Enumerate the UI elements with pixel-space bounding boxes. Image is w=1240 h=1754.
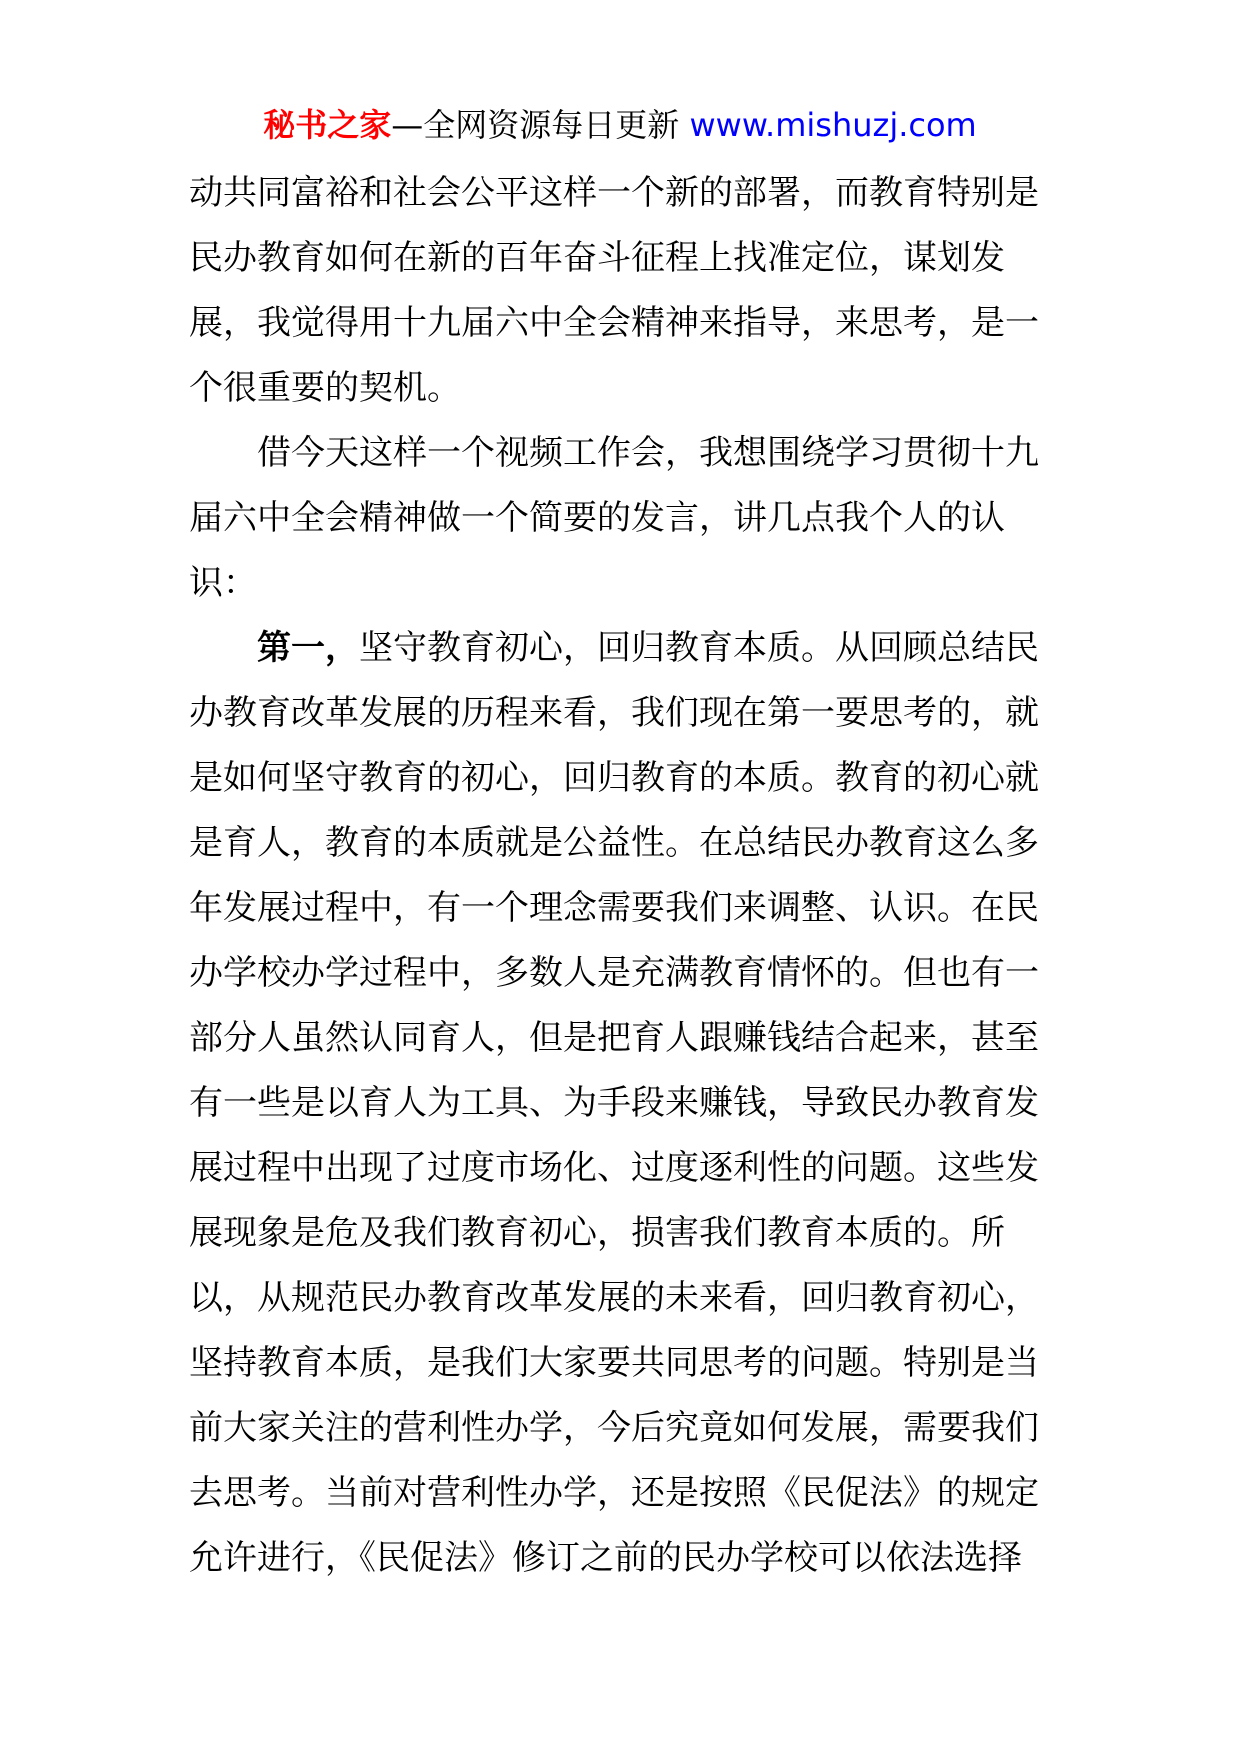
site-url-link[interactable]: www.mishuzj.com [689,106,977,144]
paragraph-first-line: 借今天这样一个视频工作会，我想围绕学习贯彻十九 [257,433,1039,473]
text-line: 前大家关注的营利性办学，今后究竟如何发展，需要我们 [189,1408,1039,1448]
text-line: 是育人，教育的本质就是公益性。在总结民办教育这么多 [189,823,1039,863]
text-line: 去思考。当前对营利性办学，还是按照《民促法》的规定 [189,1473,1039,1513]
section-marker: 第一， [257,628,359,668]
text-line: 个很重要的契机。 [189,368,461,408]
text-line: 展，我觉得用十九届六中全会精神来指导，来思考，是一 [189,303,1039,343]
text-line: 识： [189,563,257,603]
site-brand: 秘书之家 [263,106,392,144]
text-line: 办教育改革发展的历程来看，我们现在第一要思考的，就 [189,693,1039,733]
text-line: 部分人虽然认同育人，但是把育人跟赚钱结合起来，甚至 [189,1018,1039,1058]
document-body [189,161,1059,1591]
text-line: 是如何坚守教育的初心，回归教育的本质。教育的初心就 [189,758,1039,798]
paragraph-first-line: 第一，坚守教育初心，回归教育本质。从回顾总结民 [257,628,1039,668]
text-line: 动共同富裕和社会公平这样一个新的部署，而教育特别是 [189,173,1039,213]
text-line: 展现象是危及我们教育初心，损害我们教育本质的。所 [189,1213,1005,1253]
site-header [0,103,1240,147]
site-slogan: —全网资源每日更新 [391,106,680,144]
text-line: 有一些是以育人为工具、为手段来赚钱，导致民办教育发 [189,1083,1039,1123]
text-line: 以，从规范民办教育改革发展的未来看，回归教育初心， [189,1278,1039,1318]
text-line: 展过程中出现了过度市场化、过度逐利性的问题。这些发 [189,1148,1039,1188]
text-line: 年发展过程中，有一个理念需要我们来调整、认识。在民 [189,888,1039,928]
text-line: 届六中全会精神做一个简要的发言，讲几点我个人的认 [189,498,1005,538]
text-line: 允许进行，《民促法》修订之前的民办学校可以依法选择 [189,1538,1022,1578]
text-line: 民办教育如何在新的百年奋斗征程上找准定位，谋划发 [189,238,1005,278]
text-line: 坚持教育本质，是我们大家要共同思考的问题。特别是当 [189,1343,1039,1383]
text-line: 办学校办学过程中，多数人是充满教育情怀的。但也有一 [189,953,1039,993]
